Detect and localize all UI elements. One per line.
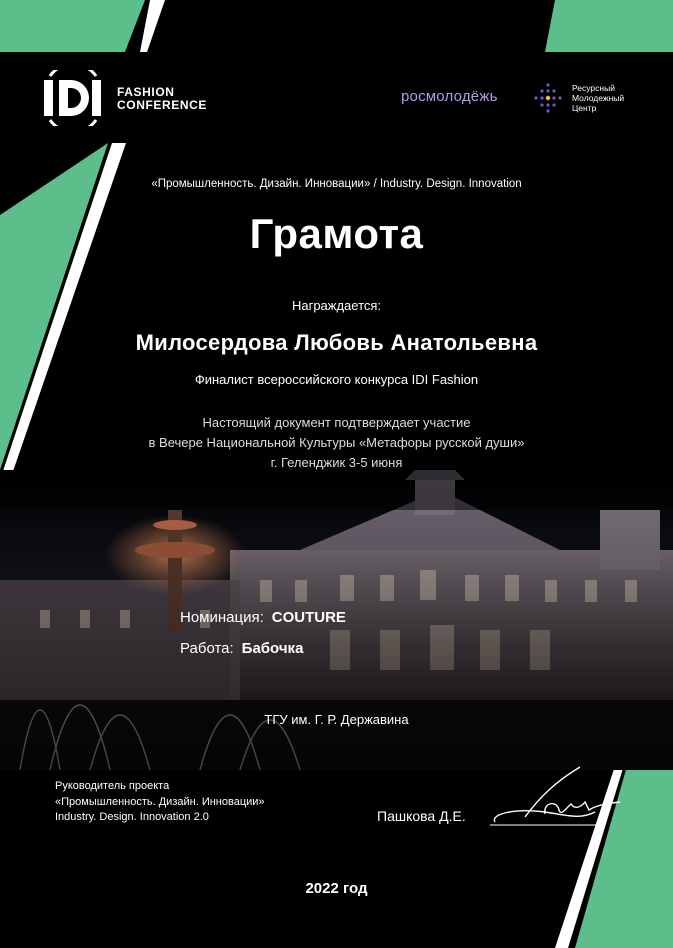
nomination-label: Номинация: xyxy=(180,609,264,626)
confirmation-text xyxy=(0,413,673,473)
logo-text xyxy=(117,86,207,112)
finalist-text: Финалист всероссийского конкурса IDI Fashion xyxy=(194,372,479,387)
rmc-line-2: Молодежный xyxy=(572,93,625,103)
awarded-label: Награждается: xyxy=(291,298,382,313)
confirm-line-3: г. Геленджик 3-5 июня xyxy=(270,455,403,470)
nomination-row xyxy=(180,609,346,626)
rmc-line-3: Центр xyxy=(572,103,597,113)
logo-line-2: CONFERENCE xyxy=(117,98,208,112)
university: ТГУ им. Г. Р. Державина xyxy=(264,712,409,727)
work-value: Бабочка xyxy=(241,640,304,657)
event-subtitle: «Промышленность. Дизайн. Инновации» / Industry. Design. Innovation xyxy=(151,178,522,190)
leader-line-1: Руководитель проекта xyxy=(55,780,170,792)
certificate-year: 2022 год xyxy=(305,880,368,897)
signature-icon xyxy=(485,762,625,832)
idi-logo-icon xyxy=(42,70,104,126)
project-leader-block xyxy=(55,779,265,826)
partner-rmc-text xyxy=(572,83,624,113)
signer-name: Пашкова Д.Е. xyxy=(377,808,466,824)
rmc-line-1: Ресурсный xyxy=(572,83,615,93)
leader-line-2: «Промышленность. Дизайн. Инновации» xyxy=(55,795,265,808)
rmc-logo-icon xyxy=(532,82,564,114)
confirm-line-2: в Вечере Национальной Культуры «Метафоры русской души» xyxy=(148,435,525,450)
recipient-name: Милосердова Любовь Анатольевна xyxy=(135,330,538,355)
certificate-title: Грамота xyxy=(249,210,424,257)
leader-line-3: Industry. Design. Innovation 2.0 xyxy=(55,811,209,823)
logo-line-1: FASHION xyxy=(117,85,175,99)
confirm-line-1: Настоящий документ подтверждает участие xyxy=(202,415,471,430)
work-row xyxy=(180,640,303,657)
partner-rosmolodezh: росмолодёжь xyxy=(401,88,498,105)
work-label: Работа: xyxy=(180,640,234,657)
nomination-value: COUTURE xyxy=(271,609,346,626)
